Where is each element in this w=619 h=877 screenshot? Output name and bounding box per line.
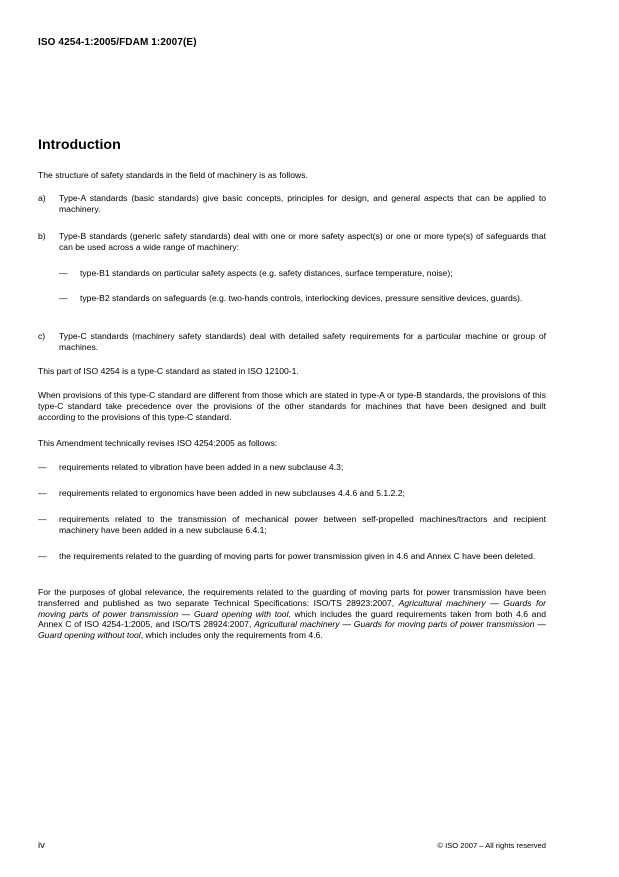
revision-text: the requirements related to the guarding of moving parts for power transmission given in 4.6 and Annex C have been deleted. [59,551,536,561]
closing-text-2: , which includes the guard requirements taken from both 4.6 and Annex C of ISO 4254-1:2005, and ISO/TS 28924:2007, [38,608,546,630]
list-marker: b) [38,231,46,241]
page-header: ISO 4254-1:2005/FDAM 1:2007(E) [38,37,197,48]
closing-text-1: For the purposes of global relevance, the requirements related to the guarding of moving parts for power transmission have been transferred and published as two separate Technical Specifications: ISO/TS 28923:2007, [38,587,546,608]
dash-marker: — [38,488,47,498]
list-item-type-b [38,231,546,253]
paragraph-amendment: This Amendment technically revises ISO 4254:2005 as follows: [38,438,278,448]
list-item-type-a [38,193,546,215]
paragraph-global-relevance [38,587,546,641]
revision-item-vibration [38,462,546,473]
dash-marker: — [38,462,47,472]
list-marker: c) [38,331,46,341]
revision-item-power-transmission [38,514,546,536]
revision-item-ergonomics [38,488,546,499]
dash-marker: — [38,551,47,561]
dash-marker: — [59,268,68,278]
page-number: iv [38,840,45,851]
sub-item-text: type-B1 standards on particular safety aspects (e.g. safety distances, surface temperature, noise); [80,268,453,278]
list-marker: a) [38,193,46,203]
copyright-notice: © ISO 2007 – All rights reserved [437,841,546,850]
section-heading: Introduction [38,137,121,153]
sub-item-text: type-B2 standards on safeguards (e.g. two-hands controls, interlocking devices, pressure sensitive devices, guards). [80,293,523,303]
revision-text: requirements related to vibration have been added in a new subclause 4.3; [59,462,344,472]
intro-paragraph: The structure of safety standards in the field of machinery is as follows. [38,170,308,180]
list-item-text: Type-C standards (machinery safety standards) deal with detailed safety requirements for a particular machine or group of machines. [59,331,546,352]
sub-item-type-b2 [59,293,546,304]
revision-text: requirements related to ergonomics have been added in new subclauses 4.4.6 and 5.1.2.2; [59,488,405,498]
sub-item-type-b1 [59,268,546,279]
dash-marker: — [59,293,68,303]
list-item-type-c [38,331,546,353]
closing-title-2: Agricultural machinery — Guards for moving parts of power transmission — Guard opening without tool [38,619,546,641]
revision-item-deleted [38,551,546,562]
revision-text: requirements related to the transmission of mechanical power between self-propelled machines/tractors and recipient machinery have been added in a new subclause 6.4.1; [59,514,546,535]
dash-marker: — [38,514,47,524]
paragraph-type-c-statement: This part of ISO 4254 is a type-C standard as stated in ISO 12100-1. [38,366,299,376]
closing-title-1: Agricultural machinery — Guards for moving parts of power transmission — Guard opening with tool [38,597,547,619]
list-item-text: Type-A standards (basic standards) give basic concepts, principles for design, and general aspects that can be applied to machinery. [59,193,546,214]
paragraph-precedence: When provisions of this type-C standard are different from those which are stated in type-A or type-B standards, the provisions of this type-C standard take precedence over the provisions of the other standards for machines that have been designed and built according to the provisions of this type-C standard. [38,390,546,422]
list-item-text: Type-B standards (generic safety standards) deal with one or more safety aspect(s) or one or more type(s) of safeguards that can be used across a wide range of machinery: [59,231,546,252]
closing-text-3: , which includes only the requirements from 4.6. [140,630,323,641]
